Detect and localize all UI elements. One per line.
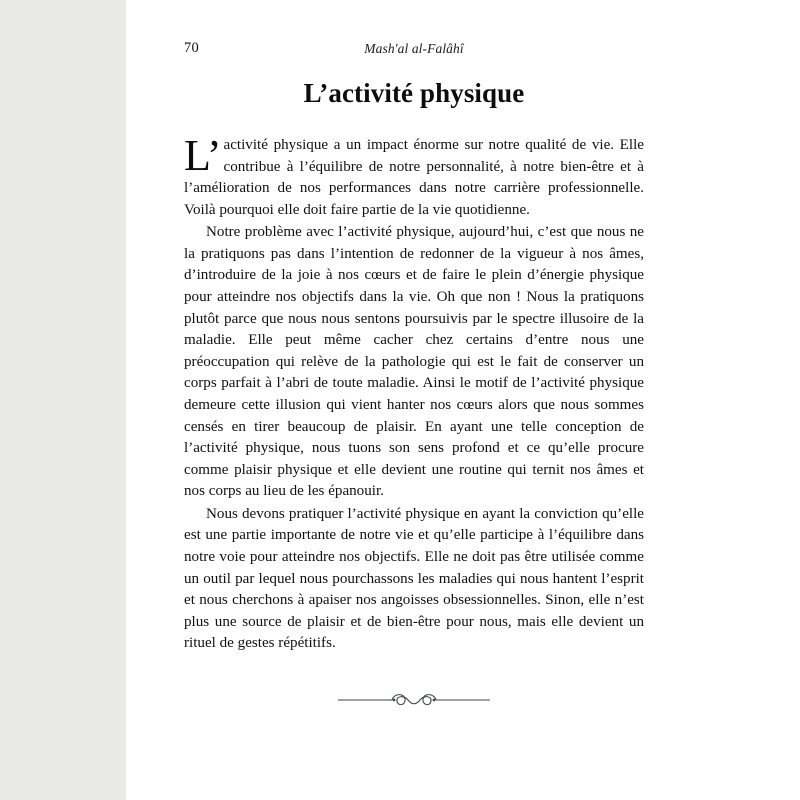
flourish-divider-icon <box>184 685 644 715</box>
page-content-area <box>184 40 644 715</box>
paragraph-2: Notre problème avec l’activité physique, aujourd’hui, c’est que nous ne la pratiquons pas dans l’intention de redonner de la vigueur à nos âmes, d’introduire de la joie à nos cœurs et de faire le plein d’énergie physique pour atteindre nos objectifs dans la vie. Oh que non ! Nous la pratiquons plutôt parce que nous nous sentons poursuivis par le spectre illusoire de la maladie. Elle peut même cacher chez certains d’entre nous une préoccupation qui relève de la pathologie qui est le fait de conserver un corps parfait à l’abri de toute maladie. Ainsi le motif de l’activité physique demeure cette illusion qui vient hanter nos cœurs alors que nous sommes censés en tirer beaucoup de plaisir. En ayant une telle conception de l’activité physique, nous tuons son sens profond et ce qu’elle procure comme plaisir physique et elle devient une routine qui ternit nos âmes et nos corps au lieu de les épanouir. <box>184 224 644 500</box>
paragraph-1: L’activité physique a un impact énorme sur notre qualité de vie. Elle contribue à l’équilibre de notre personnalité, à notre bien-être et à l’amélioration de nos performances dans notre carrière professionnelle. Voilà pourquoi elle doit faire partie de la vie quotidienne. <box>184 131 644 218</box>
body-text <box>184 131 644 655</box>
chapter-title: L’activité physique <box>303 78 525 108</box>
running-header <box>184 40 644 62</box>
document-page <box>126 0 800 800</box>
running-head-title: Mash'al al-Falâhî <box>364 41 464 56</box>
page-number: 70 <box>184 40 199 56</box>
paragraph-3: Nous devons pratiquer l’activité physique en ayant la conviction qu’elle est une partie importante de notre vie et qu’elle participe à l’équilibre dans notre voie pour atteindre nos objectifs. Elle ne doit pas être utilisée comme un outil par lequel nous pourchassons les maladies qui nous hantent l’esprit et nous cherchons à apaiser nos angoisses obsessionnelles. Sinon, elle n’est plus une source de plaisir et de bien-être pour nous, mais elle devient un rituel de gestes répétitifs. <box>184 505 644 652</box>
